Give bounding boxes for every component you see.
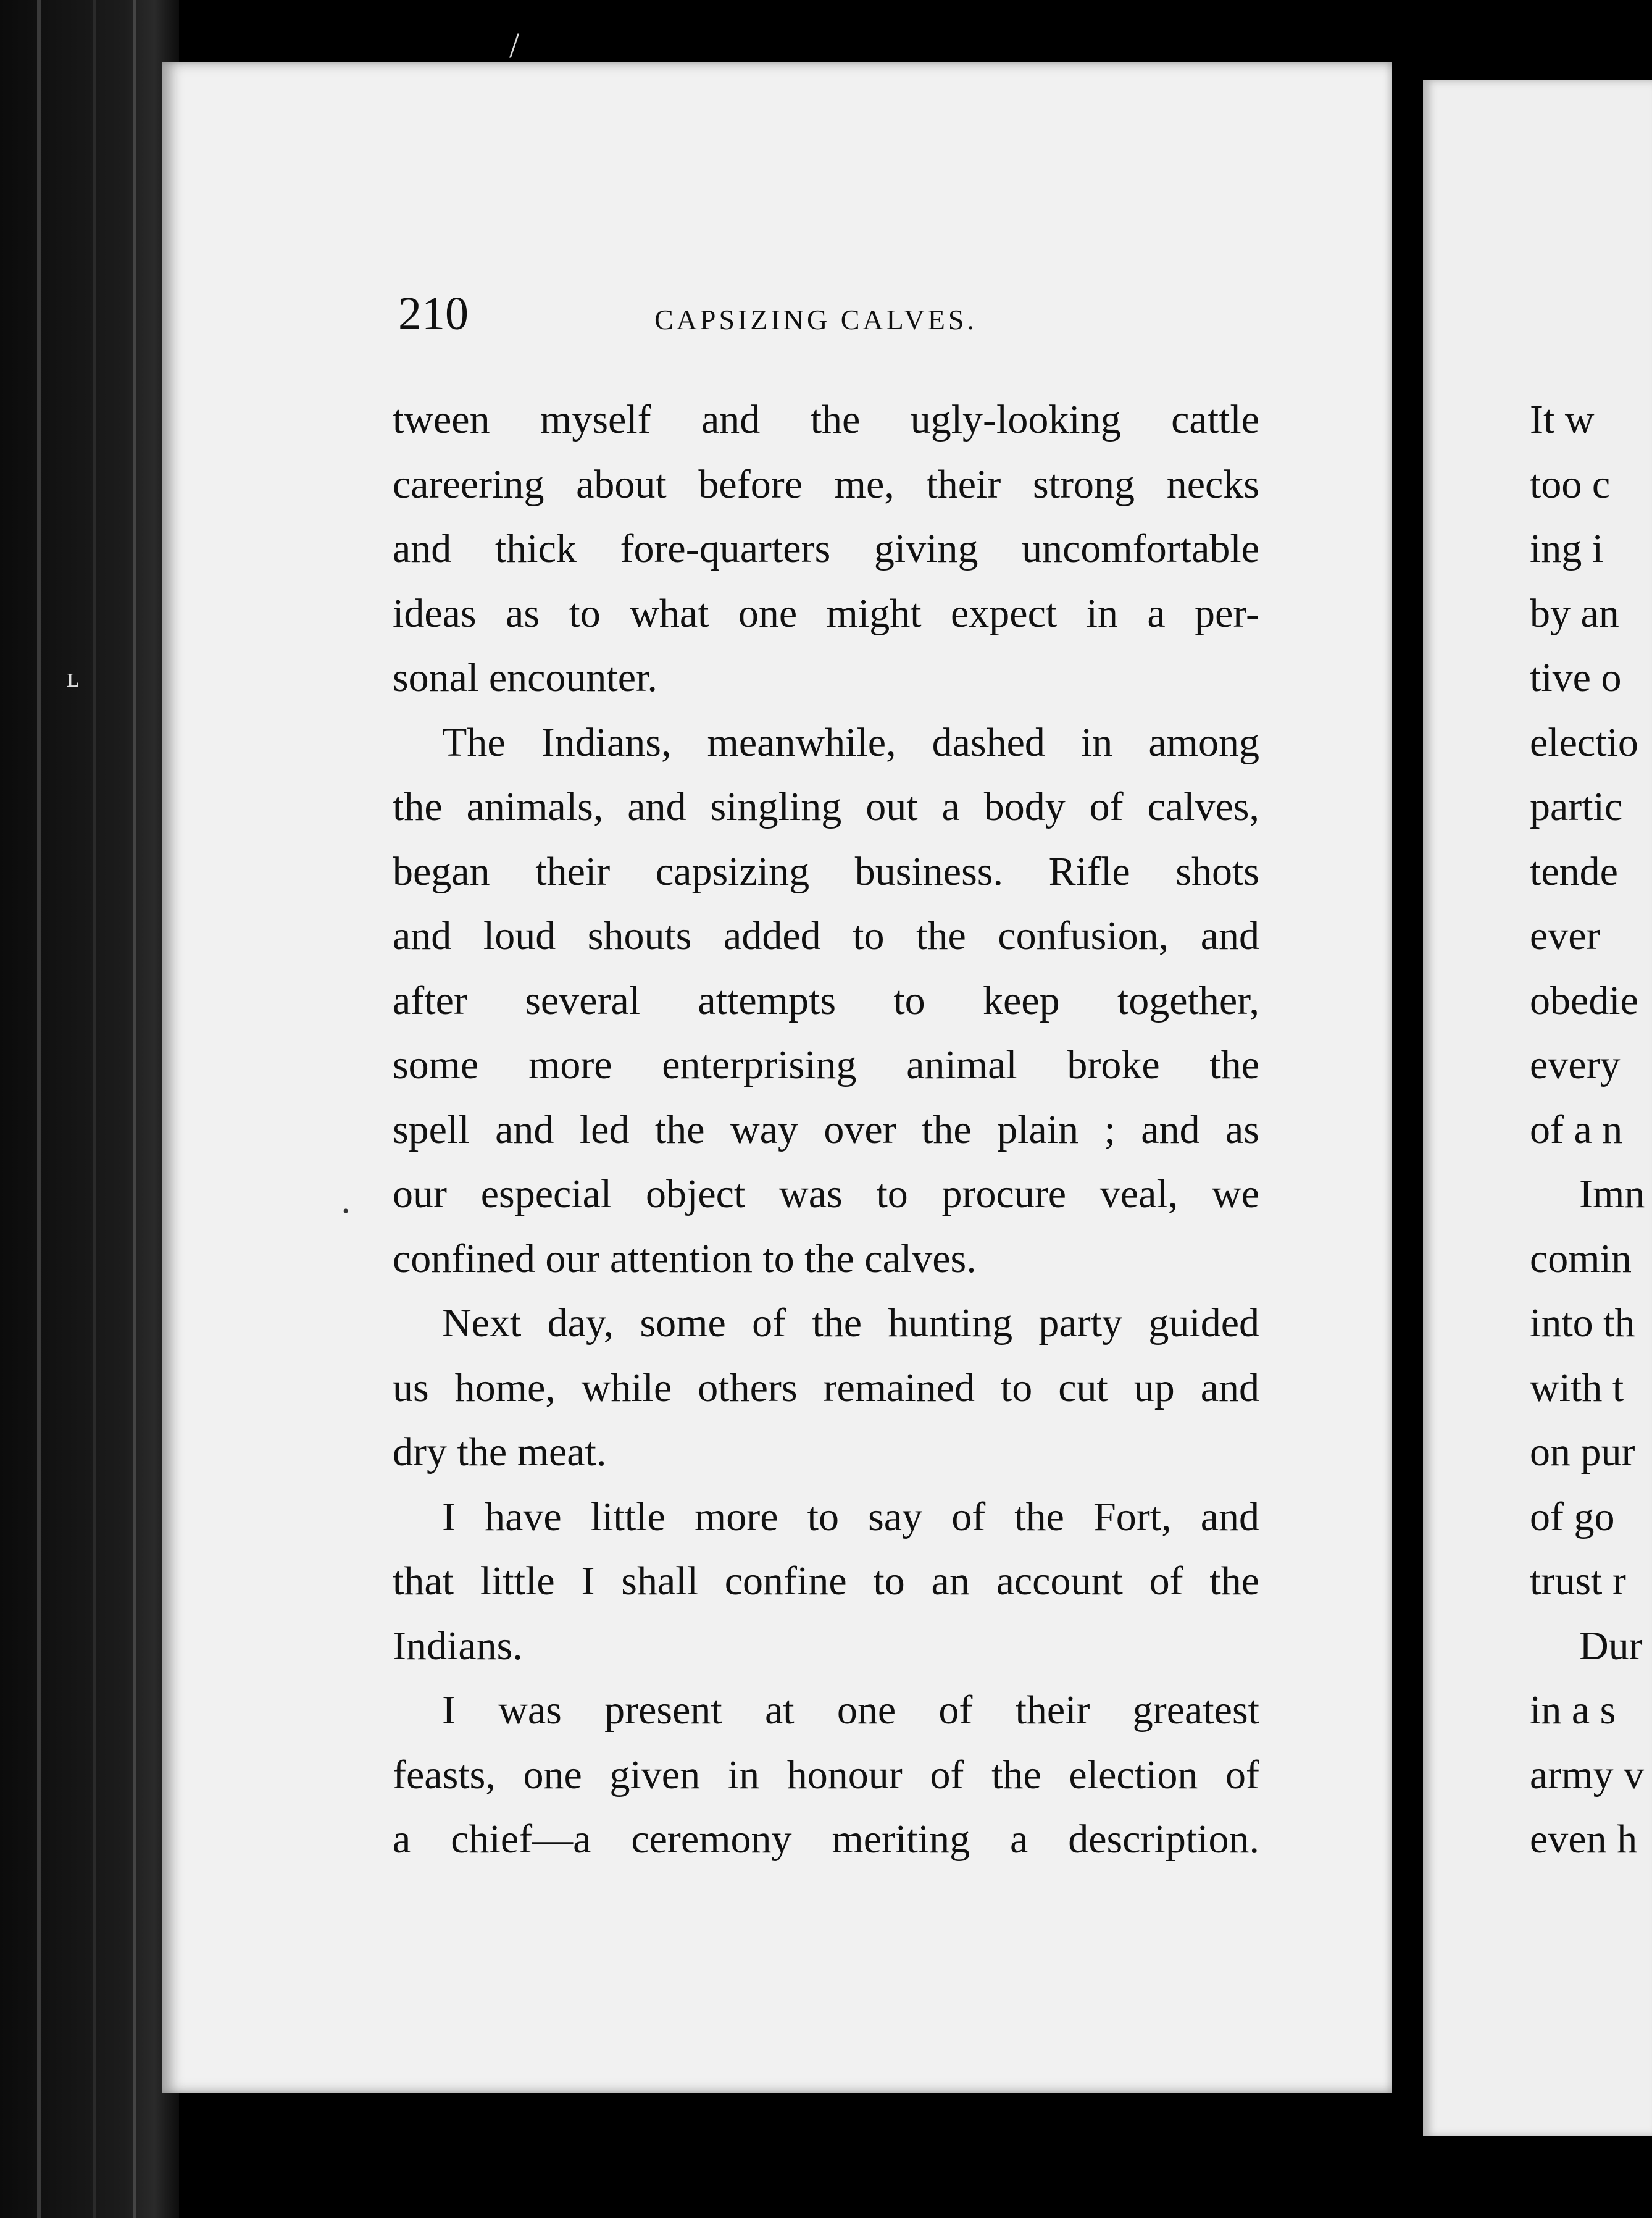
text-line: even h bbox=[1530, 1817, 1638, 1862]
text-line: ideas as to what one might expect in a per- bbox=[393, 590, 1259, 636]
text-line: began their capsizing business. Rifle shots bbox=[393, 848, 1259, 894]
text-line: feasts, one given in honour of the election of bbox=[393, 1752, 1259, 1797]
text-line: sonal encounter. bbox=[393, 655, 657, 700]
binding-edge-line bbox=[93, 0, 96, 2218]
text-line: partic bbox=[1530, 784, 1623, 829]
text-line: in a s bbox=[1530, 1688, 1616, 1733]
text-line: careering about before me, their strong necks bbox=[393, 461, 1259, 507]
text-line: us home, while others remained to cut up and bbox=[393, 1365, 1259, 1410]
right-page-body-text bbox=[1530, 388, 1645, 1872]
text-line: tive o bbox=[1530, 655, 1622, 700]
binding-edge-line bbox=[133, 0, 136, 2218]
text-line: I have little more to say of the Fort, and bbox=[442, 1494, 1259, 1539]
text-line: Next day, some of the hunting party guided bbox=[442, 1300, 1259, 1345]
text-line: a chief—a ceremony meriting a description. bbox=[393, 1817, 1259, 1862]
text-line: ing i bbox=[1530, 526, 1604, 571]
text-line: our especial object was to procure veal, we bbox=[393, 1171, 1259, 1216]
text-line: electio bbox=[1530, 719, 1638, 765]
text-line: confined our attention to the calves. bbox=[393, 1236, 977, 1281]
text-line: It w bbox=[1530, 397, 1595, 442]
text-line: ever bbox=[1530, 913, 1600, 958]
text-line: comin bbox=[1530, 1236, 1632, 1281]
text-line: some more enterprising animal broke the bbox=[393, 1042, 1259, 1087]
text-line: of a n bbox=[1530, 1107, 1623, 1152]
text-line: with t bbox=[1530, 1365, 1624, 1410]
text-line: of go bbox=[1530, 1494, 1615, 1539]
text-line: every bbox=[1530, 1042, 1621, 1087]
book-binding bbox=[0, 0, 179, 2218]
text-line: spell and led the way over the plain ; and as bbox=[393, 1107, 1259, 1152]
text-line: Imn bbox=[1579, 1171, 1645, 1216]
text-line: into th bbox=[1530, 1300, 1635, 1345]
text-line: that little I shall confine to an account of the bbox=[393, 1559, 1259, 1604]
text-line: by an bbox=[1530, 590, 1619, 636]
text-line: on pur bbox=[1530, 1429, 1635, 1475]
text-line: The Indians, meanwhile, dashed in among bbox=[442, 719, 1259, 765]
text-line: tween myself and the ugly-looking cattle bbox=[393, 397, 1259, 442]
binding-edge-line bbox=[37, 0, 41, 2218]
page-gutter bbox=[1392, 0, 1423, 2218]
text-line: tende bbox=[1530, 848, 1618, 894]
text-line: and thick fore-quarters giving uncomfortable bbox=[393, 526, 1259, 571]
margin-mark: / bbox=[509, 25, 520, 65]
text-line: trust r bbox=[1530, 1559, 1626, 1604]
page-number: 210 bbox=[398, 288, 469, 340]
text-line: after several attempts to keep together, bbox=[393, 977, 1259, 1023]
text-line: I was present at one of their greatest bbox=[442, 1688, 1259, 1733]
left-page-body-text bbox=[393, 388, 1259, 1872]
text-line: obedie bbox=[1530, 977, 1638, 1023]
margin-mark: ʟ bbox=[67, 661, 79, 693]
margin-mark: • bbox=[343, 1201, 349, 1221]
text-line: dry the meat. bbox=[393, 1429, 607, 1475]
running-title: CAPSIZING CALVES. bbox=[654, 304, 977, 335]
text-line: Dur bbox=[1579, 1623, 1643, 1668]
text-line: Indians. bbox=[393, 1623, 523, 1668]
text-line: and loud shouts added to the confusion, and bbox=[393, 913, 1259, 958]
text-line: army v bbox=[1530, 1752, 1645, 1797]
text-line: too c bbox=[1530, 461, 1611, 507]
running-head bbox=[398, 287, 1269, 340]
text-line: the animals, and singling out a body of calves, bbox=[393, 784, 1259, 829]
